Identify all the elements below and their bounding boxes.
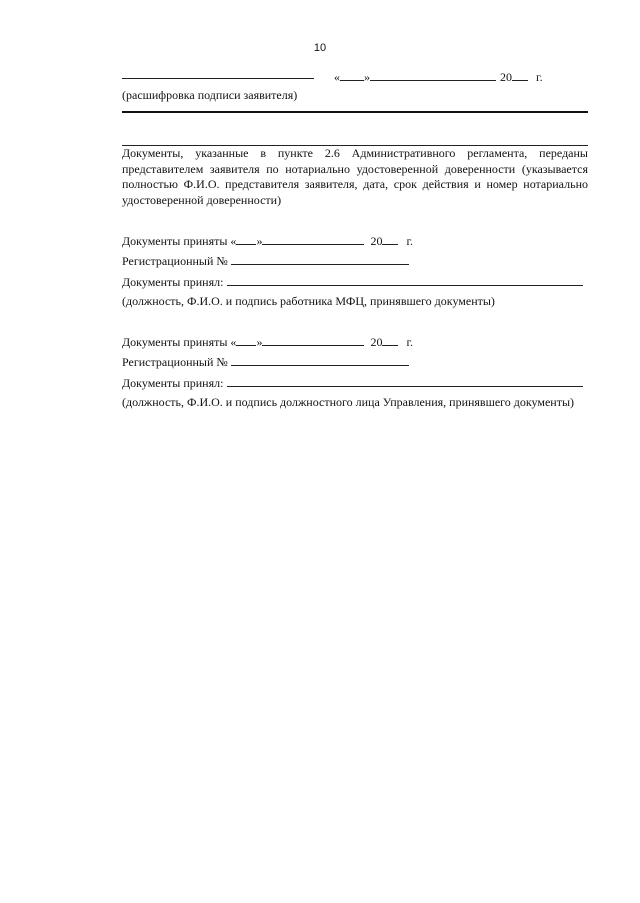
mfc-year-suffix: г. [406,234,414,248]
department-accepted-row [122,333,413,350]
mfc-month-blank [262,232,364,245]
department-accepted-by-label: Документы принял: [122,376,224,390]
mfc-accepted-label: Документы приняты « [122,234,237,248]
department-day-blank [236,333,256,346]
mfc-accepted-by-blank [227,273,583,286]
mfc-registration-blank [231,252,409,265]
department-accepted-label: Документы приняты « [122,335,237,349]
department-year-prefix: 20 [370,335,383,349]
department-month-blank [262,333,364,346]
department-registration-blank [231,353,409,366]
department-accepted-by-blank [227,374,583,387]
department-registration-row [122,353,409,370]
signature-date-field [334,68,543,85]
mfc-year-prefix: 20 [370,234,383,248]
department-year-blank [382,333,398,346]
mfc-caption: (должность, Ф.И.О. и подпись работника МФЦ, принявшего документы) [122,294,495,308]
mfc-day-blank [236,232,256,245]
applicant-signature-line [122,78,314,79]
mfc-accepted-by-label: Документы принял: [122,275,224,289]
date-quote-close: » [364,70,370,84]
mfc-registration-row [122,252,409,269]
mfc-year-blank [382,232,398,245]
year-prefix: 20 [500,70,512,84]
mfc-accepted-by-row [122,273,583,290]
department-registration-label: Регистрационный № [122,355,228,369]
department-quote-close: » [256,335,263,349]
department-accepted-by-row [122,374,583,391]
department-year-suffix: г. [406,335,414,349]
department-caption: (должность, Ф.И.О. и подпись должностного лица Управления, принявшего документы) [122,395,575,409]
year-suffix: г. [536,70,543,84]
mfc-registration-label: Регистрационный № [122,254,228,268]
page-number: 10 [313,42,327,54]
date-quote-open: « [334,70,340,84]
signature-decoding-caption: (расшифровка подписи заявителя) [122,88,298,102]
section-divider [122,111,588,113]
mfc-accepted-row [122,232,413,249]
mfc-quote-close: » [256,234,263,248]
year-blank [512,68,528,81]
date-month-blank [370,68,496,81]
representative-note: Документы, указанные в пункте 2.6 Административного регламента, переданы представителем заявителя по нотариально удостоверенной доверенности (указывается полностью Ф.И.О. представителя заявителя, дата, срок действия и номер нотариально удостоверенной доверенности) [122,146,588,207]
date-day-blank [340,68,364,81]
